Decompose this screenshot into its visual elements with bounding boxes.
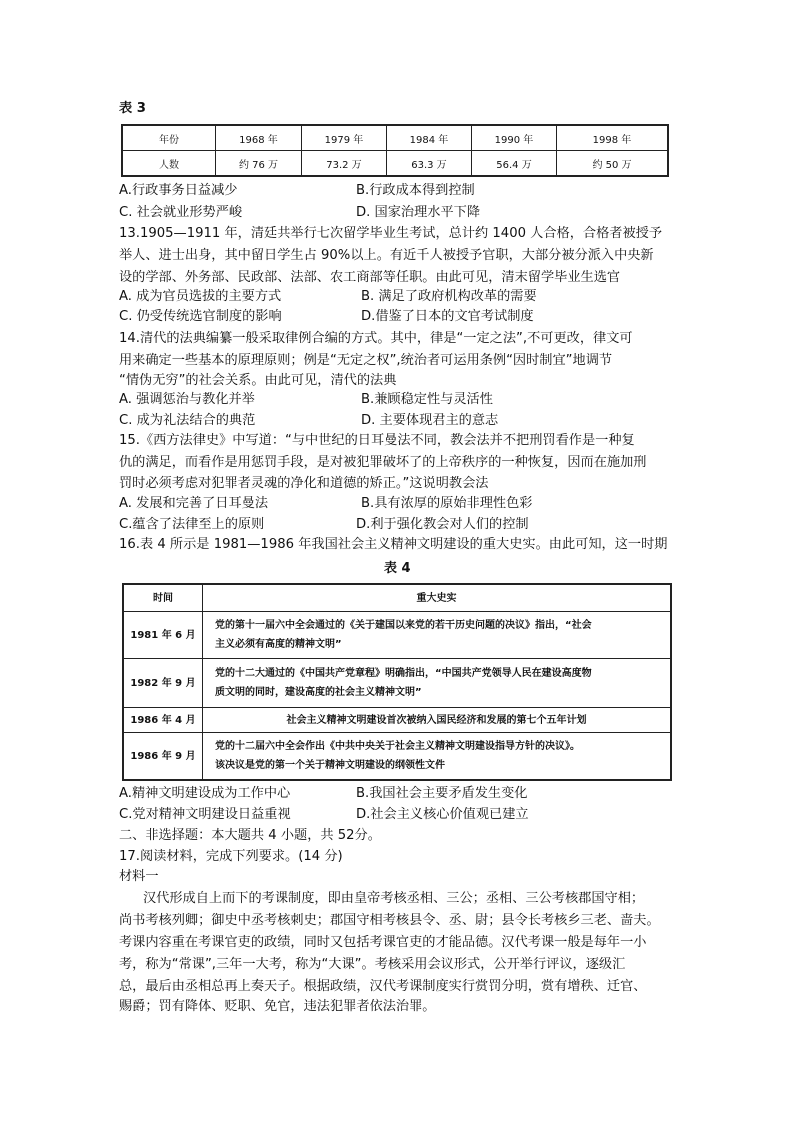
table4-row	[123, 708, 671, 733]
q15-stem-line: 仇的满足，而看作是用惩罚手段，是对被犯罪破坏了的上帝秩序的一种恢复，因而在施加刑	[119, 455, 647, 470]
table4-header-row	[123, 584, 671, 612]
table3	[121, 124, 669, 177]
q15-option-c: C.蕴含了法律至上的原则	[119, 517, 265, 532]
table3-cell: 1984 年	[386, 125, 471, 151]
table3-cell: 约 50 万	[557, 151, 669, 177]
q16-option-a: A.精神文明建设成为工作中心	[119, 786, 291, 801]
q12-option-c: C. 社会就业形势严峻	[119, 205, 243, 220]
table4-event-cell	[203, 659, 672, 708]
q16-option-c: C.党对精神文明建设日益重视	[119, 807, 291, 822]
q14-option-b: B.兼顾稳定性与灵活性	[361, 392, 493, 407]
q15-option-d: D.利于强化教会对人们的控制	[356, 517, 529, 532]
table4-caption: 表 4	[384, 561, 411, 576]
table3-cell: 年份	[122, 125, 216, 151]
table4-row	[123, 733, 671, 781]
q13-option-c: C. 仍受传统选官制度的影响	[119, 309, 282, 324]
q16-option-b: B.我国社会主要矛盾发生变化	[356, 786, 528, 801]
table4-event-line: 质文明的同时，建设高度的社会主义精神文明”	[215, 687, 422, 698]
table4-header-cell: 时间	[123, 584, 203, 612]
q14-stem-line: 14.清代的法典编纂一般采取律例合编的方式。其中，律是“一定之法”,不可更改，律文可	[119, 331, 633, 346]
q17-material-line: 赐爵；罚有降体、贬职、免官，违法犯罪者依法治罪。	[119, 999, 436, 1014]
q15-stem-line: 罚时必须考虑对犯罪者灵魂的净化和道德的矫正。”这说明教会法	[119, 476, 489, 491]
table4-time-cell: 1982 年 9 月	[123, 659, 203, 708]
table4-event-cell	[203, 708, 672, 733]
table3-cell: 1998 年	[557, 125, 669, 151]
table4-event-line: 党的十二届六中全会作出《中共中央关于社会主义精神文明建设指导方针的决议》。	[215, 741, 580, 752]
q16-stem-line: 16.表 4 所示是 1981—1986 年我国社会主义精神文明建设的重大史实。由此可知，这一时期	[119, 537, 668, 552]
table3-cell: 1968 年	[216, 125, 302, 151]
q17-material-label: 材料一	[119, 869, 159, 884]
q14-option-a: A. 强调惩治与教化并举	[119, 392, 255, 407]
table4-event-line: 该决议是党的第一个关于精神文明建设的纲领性文件	[215, 760, 445, 771]
q13-stem-line: 举人、进士出身，其中留日学生占 90%以上。有近千人被授予官职，大部分被分派入中央新	[119, 248, 654, 263]
table4-event-line: 党的第十一届六中全会通过的《关于建国以来党的若干历史问题的决议》指出，“社会	[215, 620, 592, 631]
q17-title: 17.阅读材料，完成下列要求。(14 分)	[119, 849, 343, 864]
q17-material-line: 总，最后由丞相总再上奏天子。根据政绩，汉代考课制度实行赏罚分明，赏有增秩、迁官、	[119, 979, 647, 994]
q12-option-a: A.行政事务日益减少	[119, 183, 238, 198]
table4-row	[123, 659, 671, 708]
table3-header-row	[122, 125, 668, 151]
table4-time-cell: 1986 年 4 月	[123, 708, 203, 733]
table3-cell: 56.4 万	[471, 151, 556, 177]
table4-time-cell: 1981 年 6 月	[123, 612, 203, 659]
q17-material-line: 尚书考核列卿；御史中丞考核刺史；郡国守相考核县令、丞、尉；县令长考核乡三老、啬夫。	[119, 913, 660, 928]
table4-event-cell	[203, 733, 672, 781]
table4-event-line: 主义必须有高度的精神文明”	[215, 639, 342, 650]
q12-option-b: B.行政成本得到控制	[356, 183, 475, 198]
q14-stem-line: 用来确定一些基本的原理原则；例是“无定之权”,统治者可运用条例“因时制宜”地调节	[119, 353, 613, 368]
q15-option-b: B.具有浓厚的原始非理性色彩	[361, 496, 533, 511]
table4	[122, 583, 672, 781]
table3-cell: 73.2 万	[301, 151, 386, 177]
q14-stem-line: “情伪无穷”的社会关系。由此可见，清代的法典	[119, 373, 397, 388]
table3-cell: 约 76 万	[216, 151, 302, 177]
table3-caption: 表 3	[119, 101, 146, 116]
table4-event-line: 社会主义精神文明建设首次被纳入国民经济和发展的第七个五年计划	[286, 714, 587, 726]
q15-option-a: A. 发展和完善了日耳曼法	[119, 496, 269, 511]
table3-cell: 1979 年	[301, 125, 386, 151]
q13-option-a: A. 成为官员选拔的主要方式	[119, 289, 282, 304]
table3-cell: 人数	[122, 151, 216, 177]
q17-material-line: 汉代形成自上而下的考课制度，即由皇帝考核丞相、三公；丞相、三公考核郡国守相；	[143, 891, 645, 906]
q16-option-d: D.社会主义核心价值观已建立	[356, 807, 529, 822]
q15-stem-line: 15.《西方法律史》中写道：“与中世纪的日耳曼法不同，教会法并不把刑罚看作是一种复	[119, 433, 635, 448]
q17-material-line: 考课内容重在考课官吏的政绩，同时又包括考课官吏的才能品德。汉代考课一般是每年一小	[119, 935, 647, 950]
q13-stem-line: 设的学部、外务部、民政部、法部、农工商部等任职。由此可见，清末留学毕业生选官	[119, 270, 621, 285]
table3-cell: 1990 年	[471, 125, 556, 151]
table4-row	[123, 612, 671, 659]
table4-event-cell	[203, 612, 672, 659]
table4-time-cell: 1986 年 9 月	[123, 733, 203, 781]
q14-option-d: D. 主要体现君主的意志	[361, 413, 499, 428]
q13-stem-line: 13.1905—1911 年，清廷共举行七次留学毕业生考试，总计约 1400 人合格，合格者被授予	[119, 226, 663, 241]
section-heading: 二、非选择题：本大题共 4 小题，共 52分。	[119, 828, 381, 843]
table4-header-cell: 重大史实	[203, 584, 672, 612]
q13-option-d: D.借鉴了日本的文官考试制度	[361, 309, 534, 324]
q13-option-b: B. 满足了政府机构改革的需要	[361, 289, 537, 304]
q17-material-line: 考，称为“常课”,三年一大考，称为“大课”。考核采用会议形式，公开举行评议，逐级汇	[119, 957, 626, 972]
table3-cell: 63.3 万	[386, 151, 471, 177]
q14-option-c: C. 成为礼法结合的典范	[119, 413, 256, 428]
table3-data-row	[122, 151, 668, 177]
q12-option-d: D. 国家治理水平下降	[356, 205, 481, 220]
table4-event-line: 党的十二大通过的《中国共产党章程》明确指出，“中国共产党领导人民在建设高度物	[215, 668, 592, 679]
